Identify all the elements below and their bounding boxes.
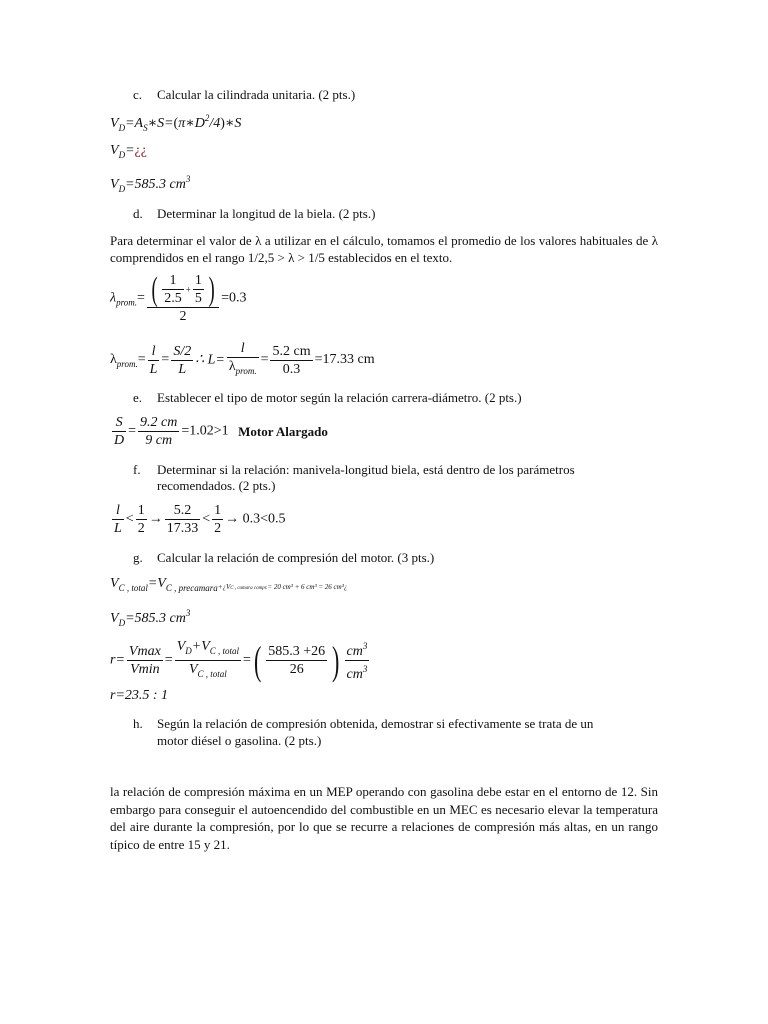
item-h-line1: Según la relación de compresión obtenida, demostrar si efectivamente se trata de un xyxy=(157,716,594,731)
item-d-letter: d. xyxy=(133,206,143,221)
item-h-line2: motor diésel o gasolina. (2 pts.) xyxy=(157,733,322,748)
equation-stroke-bore: $\frac{S}{D}$ = $\frac{9.2 cm}{9 cm}$ =1.02>1 Motor Alargado xyxy=(114,415,328,448)
equation-lambda-length: $\lambda_{prom.}=$ $\frac{l}{L}$ = $\frac{S/2}{L}$ ∴ L= $\frac{l}{\lambda_{prom.}}$ = $\frac{5.2 cm}{0.3}$ =17.33 cm xyxy=(110,341,375,377)
equation-vd-result-2: $V_D=585.3$ $cm^3$ xyxy=(110,608,191,628)
item-g-text: Calcular la relación de compresión del motor. (3 pts.) xyxy=(157,550,435,565)
item-e-text: Establecer el tipo de motor según la relación carrera-diámetro. (2 pts.) xyxy=(157,390,522,405)
motor-type-label: Motor Alargado xyxy=(238,423,328,439)
equation-vd-error: $V_D=¿¿$ xyxy=(110,143,147,160)
equation-crank-ratio: $\frac{l}{L}$ < $\frac{1}{2}$ → $\frac{5.2}{17.33}$ < $\frac{1}{2}$ → 0.3<0.5 xyxy=(114,503,286,536)
paragraph-conclusion: la relación de compresión máxima en un MEP operando con gasolina debe estar en el entorno de 12. Sin embargo para conseguir el autoencendido del combustible en un MEC es necesario elevar la temperatura del aire durante la compresión, por lo que se recurre a relaciones de compresión más altas, en un rango típico de entre 15 y 21. xyxy=(110,784,658,852)
equation-vc-total: $V_{C , total}=V_{C , precamara}+¿VC$ , camara compr.= 20 cm³ + 6 cm³ = 26 cm³¿ xyxy=(110,576,348,593)
equation-vd-result: $V_D=585.3$ $cm^3$ xyxy=(110,174,191,194)
item-f-line2: recomendados. (2 pts.) xyxy=(157,478,276,493)
item-f-letter: f. xyxy=(133,462,141,477)
item-c-text: Calcular la cilindrada unitaria. (2 pts.) xyxy=(157,87,356,102)
item-d-text: Determinar la longitud de la biela. (2 pts.) xyxy=(157,206,376,221)
paragraph-lambda: Para determinar el valor de λ a utilizar en el cálculo, tomamos el promedio de los valores habituales de λ comprendidos en el rango 1/2,5 > λ > 1/5 establecidos en el texto. xyxy=(110,233,658,265)
item-h-letter: h. xyxy=(133,716,143,731)
item-g-letter: g. xyxy=(133,550,143,565)
equation-r-result: r=23.5 : 1 xyxy=(110,688,169,703)
item-c-letter: c. xyxy=(133,87,143,102)
item-e-letter: e. xyxy=(133,390,143,405)
equation-vd-formula: $V_D=A_S∗S=(\pi∗D^2/4)∗S$ xyxy=(110,113,242,133)
equation-compression-ratio: r= $\frac{Vmax}{Vmin}$ = $\frac{V_D+V_{C , total}}{V_{C , total}}$ =( $\frac{585.3 +26}{26}$ ) $\frac{cm^3}{cm^3}$ xyxy=(110,637,368,683)
item-f-line1: Determinar si la relación: manivela-longitud biela, está dentro de los parámetros xyxy=(157,462,575,477)
equation-lambda-prom: $\lambda_{prom.}=$ ( $\frac{1}{2.5}$ + $\frac{1}{5}$ ) 2 =0.3 xyxy=(110,270,247,324)
